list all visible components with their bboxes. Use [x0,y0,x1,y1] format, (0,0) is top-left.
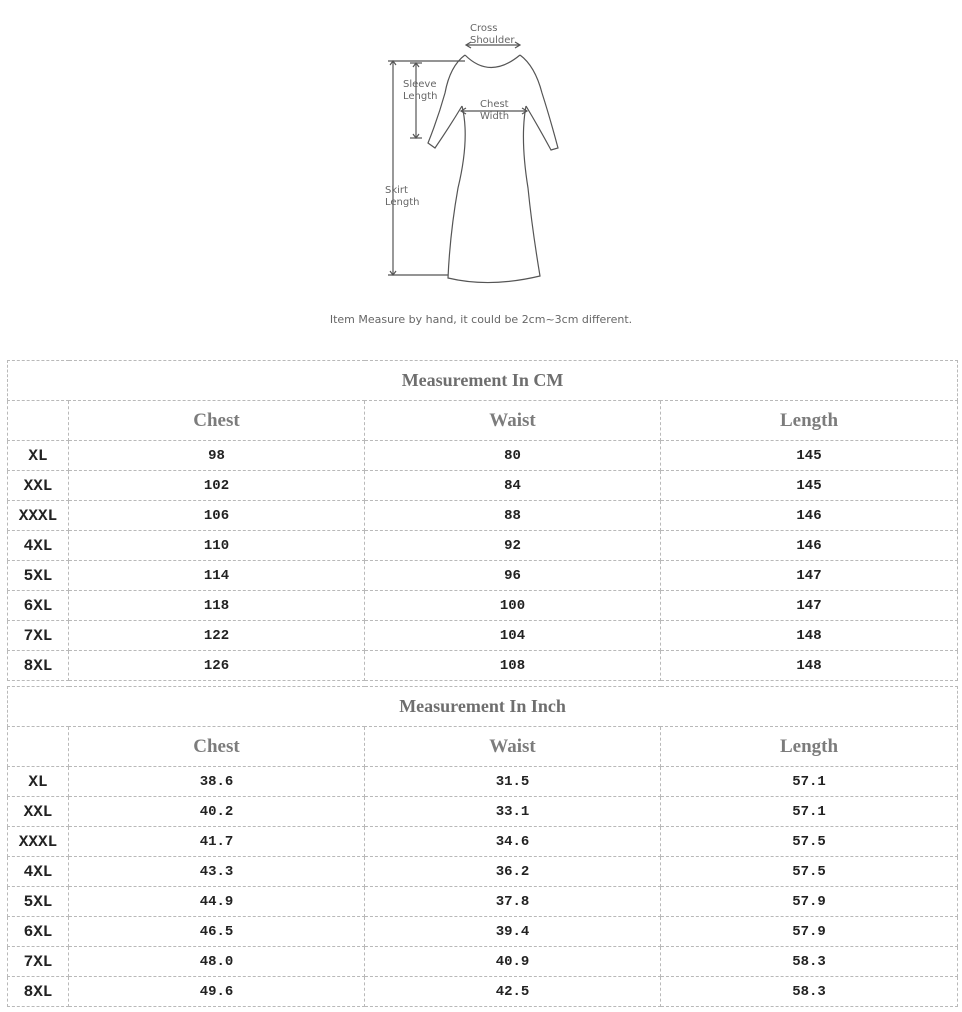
waist-cell: 31.5 [365,767,661,797]
size-cell: XXXL [8,501,69,531]
size-cell: 8XL [8,651,69,681]
length-cell: 58.3 [661,977,958,1007]
table-row [8,471,958,501]
table-title: Measurement In CM [8,361,958,401]
header-size-blank [8,727,69,767]
length-cell: 147 [661,561,958,591]
waist-cell: 96 [365,561,661,591]
table-row [8,797,958,827]
table-row [8,621,958,651]
header-size-blank [8,401,69,441]
chest-cell: 98 [69,441,365,471]
length-cell: 145 [661,471,958,501]
length-cell: 57.9 [661,887,958,917]
length-cell: 148 [661,621,958,651]
size-cell: 8XL [8,977,69,1007]
chest-cell: 38.6 [69,767,365,797]
table-row [8,591,958,621]
size-cell: 6XL [8,591,69,621]
cross-shoulder-label-line1: Cross [470,23,498,34]
table-row [8,767,958,797]
size-cell: 4XL [8,857,69,887]
length-cell: 148 [661,651,958,681]
length-cell: 57.5 [661,857,958,887]
chest-cell: 126 [69,651,365,681]
size-table-cm [7,360,958,681]
cross-shoulder-label [470,23,515,47]
length-cell: 145 [661,441,958,471]
waist-cell: 42.5 [365,977,661,1007]
length-cell: 147 [661,591,958,621]
header-chest: Chest [69,727,365,767]
chest-cell: 110 [69,531,365,561]
size-cell: 6XL [8,917,69,947]
waist-cell: 88 [365,501,661,531]
size-cell: XXXL [8,827,69,857]
size-cell: 7XL [8,947,69,977]
table-row [8,561,958,591]
table-row [8,501,958,531]
size-cell: XXL [8,471,69,501]
chest-cell: 118 [69,591,365,621]
dress-measurement-diagram [300,18,620,293]
sleeve-length-label [403,79,438,103]
chest-cell: 40.2 [69,797,365,827]
waist-cell: 39.4 [365,917,661,947]
chest-cell: 48.0 [69,947,365,977]
sleeve-length-label-line1: Sleeve [403,79,437,90]
header-waist: Waist [365,727,661,767]
waist-cell: 104 [365,621,661,651]
size-table-inch [7,686,958,1007]
table-row [8,977,958,1007]
chest-cell: 122 [69,621,365,651]
waist-cell: 92 [365,531,661,561]
waist-cell: 33.1 [365,797,661,827]
table-row [8,441,958,471]
chest-cell: 44.9 [69,887,365,917]
size-cell: XL [8,767,69,797]
waist-cell: 108 [365,651,661,681]
waist-cell: 36.2 [365,857,661,887]
dress-outline-icon [300,18,620,293]
size-cell: XL [8,441,69,471]
waist-cell: 84 [365,471,661,501]
length-cell: 146 [661,531,958,561]
chest-cell: 102 [69,471,365,501]
table-row [8,827,958,857]
skirt-length-label [385,185,420,209]
waist-cell: 40.9 [365,947,661,977]
length-cell: 57.9 [661,917,958,947]
header-length: Length [661,727,958,767]
chest-cell: 49.6 [69,977,365,1007]
header-waist: Waist [365,401,661,441]
table-row [8,947,958,977]
size-cell: 7XL [8,621,69,651]
cross-shoulder-label-line2: Shoulder [470,35,515,46]
length-cell: 57.5 [661,827,958,857]
table-title: Measurement In Inch [8,687,958,727]
chest-cell: 46.5 [69,917,365,947]
skirt-length-label-line1: Skirt [385,185,408,196]
table-row [8,531,958,561]
table-row [8,857,958,887]
waist-cell: 34.6 [365,827,661,857]
length-cell: 58.3 [661,947,958,977]
waist-cell: 37.8 [365,887,661,917]
length-cell: 57.1 [661,797,958,827]
length-cell: 146 [661,501,958,531]
size-cell: XXL [8,797,69,827]
length-cell: 57.1 [661,767,958,797]
header-length: Length [661,401,958,441]
chest-cell: 43.3 [69,857,365,887]
chest-width-label-line1: Chest [480,99,509,110]
measurement-note: Item Measure by hand, it could be 2cm~3cm different. [329,313,633,326]
header-chest: Chest [69,401,365,441]
chest-width-label-line2: Width [480,111,510,122]
size-cell: 5XL [8,561,69,591]
size-cell: 5XL [8,887,69,917]
table-row [8,887,958,917]
waist-cell: 80 [365,441,661,471]
size-cell: 4XL [8,531,69,561]
table-row [8,917,958,947]
chest-cell: 41.7 [69,827,365,857]
chest-cell: 106 [69,501,365,531]
sleeve-length-label-line2: Length [403,91,438,102]
chest-width-label [480,99,509,123]
skirt-length-label-line2: Length [385,197,420,208]
waist-cell: 100 [365,591,661,621]
chest-cell: 114 [69,561,365,591]
table-row [8,651,958,681]
